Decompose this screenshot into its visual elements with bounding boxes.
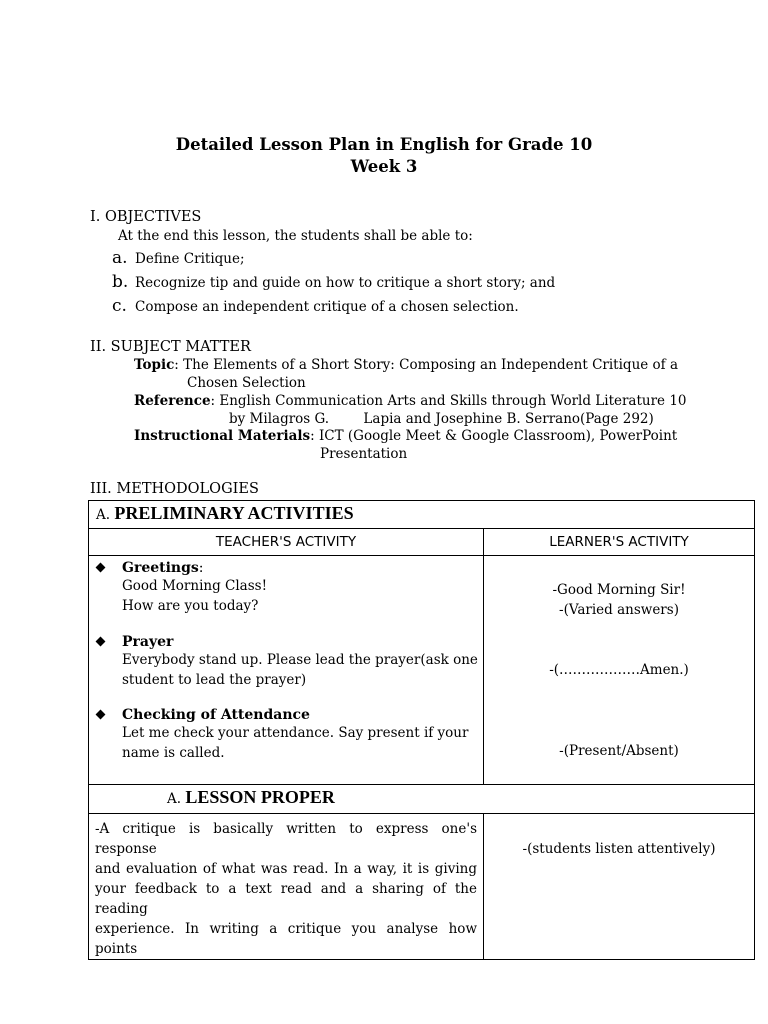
lesson-answer: -(students listen attentively) [522, 841, 716, 857]
objectives-intro: At the end this lesson, the students shall be able to: [118, 228, 473, 244]
objective-letter-c: c. [112, 296, 127, 316]
teacher-activities-cell [89, 556, 484, 785]
preliminary-title: PRELIMINARY ACTIVITIES [114, 503, 354, 523]
preliminary-row [89, 501, 755, 529]
topic-text: : The Elements of a Short Story: Composing an Independent Critique of a [174, 357, 679, 373]
attendance-heading [89, 707, 483, 723]
methodologies-heading: III. METHODOLOGIES [90, 481, 259, 497]
document-week: Week 3 [350, 157, 418, 176]
attendance-label: Checking of Attendance [122, 707, 310, 723]
lesson-proper-title: LESSON PROPER [185, 787, 335, 807]
greetings-line-2: How are you today? [122, 598, 259, 614]
attendance-line-1: Let me check your attendance. Say present if your [122, 725, 469, 741]
prayer-label: Prayer [122, 634, 174, 650]
prayer-heading [89, 634, 483, 650]
learner-activities-cell [484, 556, 755, 785]
lesson-text-line-3: your feedback to a text read and a sharing of the reading [95, 881, 477, 917]
lesson-text-line-4: experience. In writing a critique you analyse how points [95, 921, 477, 957]
greetings-answer-1: -Good Morning Sir! [552, 582, 686, 598]
reference-label: Reference [134, 393, 211, 409]
topic-text-continued: Chosen Selection [187, 375, 306, 391]
diamond-bullet-icon [96, 637, 106, 647]
lesson-content-row [89, 814, 755, 960]
attendance-answer: -(Present/Absent) [559, 743, 679, 759]
preliminary-bar [89, 501, 755, 529]
topic-row [134, 357, 678, 373]
subject-matter-heading: II. SUBJECT MATTER [90, 339, 251, 355]
materials-text: : ICT (Google Meet & Google Classroom), PowerPoint [310, 428, 678, 444]
diamond-bullet-icon [96, 563, 106, 573]
objective-letter-b: b. [112, 272, 129, 292]
lesson-text-line-2: and evaluation of what was read. In a way, it is giving [95, 861, 477, 877]
prayer-line-1: Everybody stand up. Please lead the prayer(ask one [122, 652, 478, 668]
materials-label: Instructional Materials [134, 428, 311, 444]
greetings-colon: : [198, 560, 204, 576]
column-header-row [89, 529, 755, 556]
reference-row [134, 393, 687, 409]
greetings-label: Greetings [122, 560, 199, 576]
objective-item-c: Compose an independent critique of a chosen selection. [135, 299, 519, 315]
lesson-proper-prefix: A. [167, 791, 182, 807]
preliminary-prefix: A. [96, 507, 111, 523]
objectives-heading: I. OBJECTIVES [90, 209, 202, 225]
reference-text: : English Communication Arts and Skills through World Literature 10 [210, 393, 687, 409]
reference-text-continued: by Milagros G. Lapia and Josephine B. Serrano(Page 292) [229, 411, 654, 427]
document-title: Detailed Lesson Plan in English for Grade 10 [175, 135, 593, 154]
materials-row [134, 428, 677, 444]
lesson-text-cell [89, 814, 484, 960]
lesson-answer-cell [484, 814, 755, 960]
objective-item-a: Define Critique; [135, 251, 245, 267]
objective-letter-a: a. [112, 248, 128, 268]
diamond-bullet-icon [96, 710, 106, 720]
materials-text-continued: Presentation [320, 446, 408, 462]
prayer-answer: -(………………Amen.) [549, 662, 689, 678]
greetings-answer-2: -(Varied answers) [559, 602, 679, 618]
attendance-line-2: name is called. [122, 745, 225, 761]
activities-row [89, 556, 755, 785]
prayer-line-2: student to lead the prayer) [122, 672, 307, 688]
objective-item-b: Recognize tip and guide on how to critique a short story; and [135, 275, 556, 291]
topic-label: Topic [134, 357, 175, 373]
greetings-line-1: Good Morning Class! [122, 578, 267, 594]
methodologies-table [88, 500, 755, 960]
greetings-heading [89, 560, 483, 576]
learner-activity-header: LEARNER'S ACTIVITY [484, 529, 755, 556]
lesson-text-line-1: -A critique is basically written to express one's response [95, 821, 477, 857]
teacher-activity-header: TEACHER'S ACTIVITY [89, 529, 484, 556]
lesson-proper-bar [89, 785, 755, 814]
lesson-proper-row [89, 785, 755, 814]
